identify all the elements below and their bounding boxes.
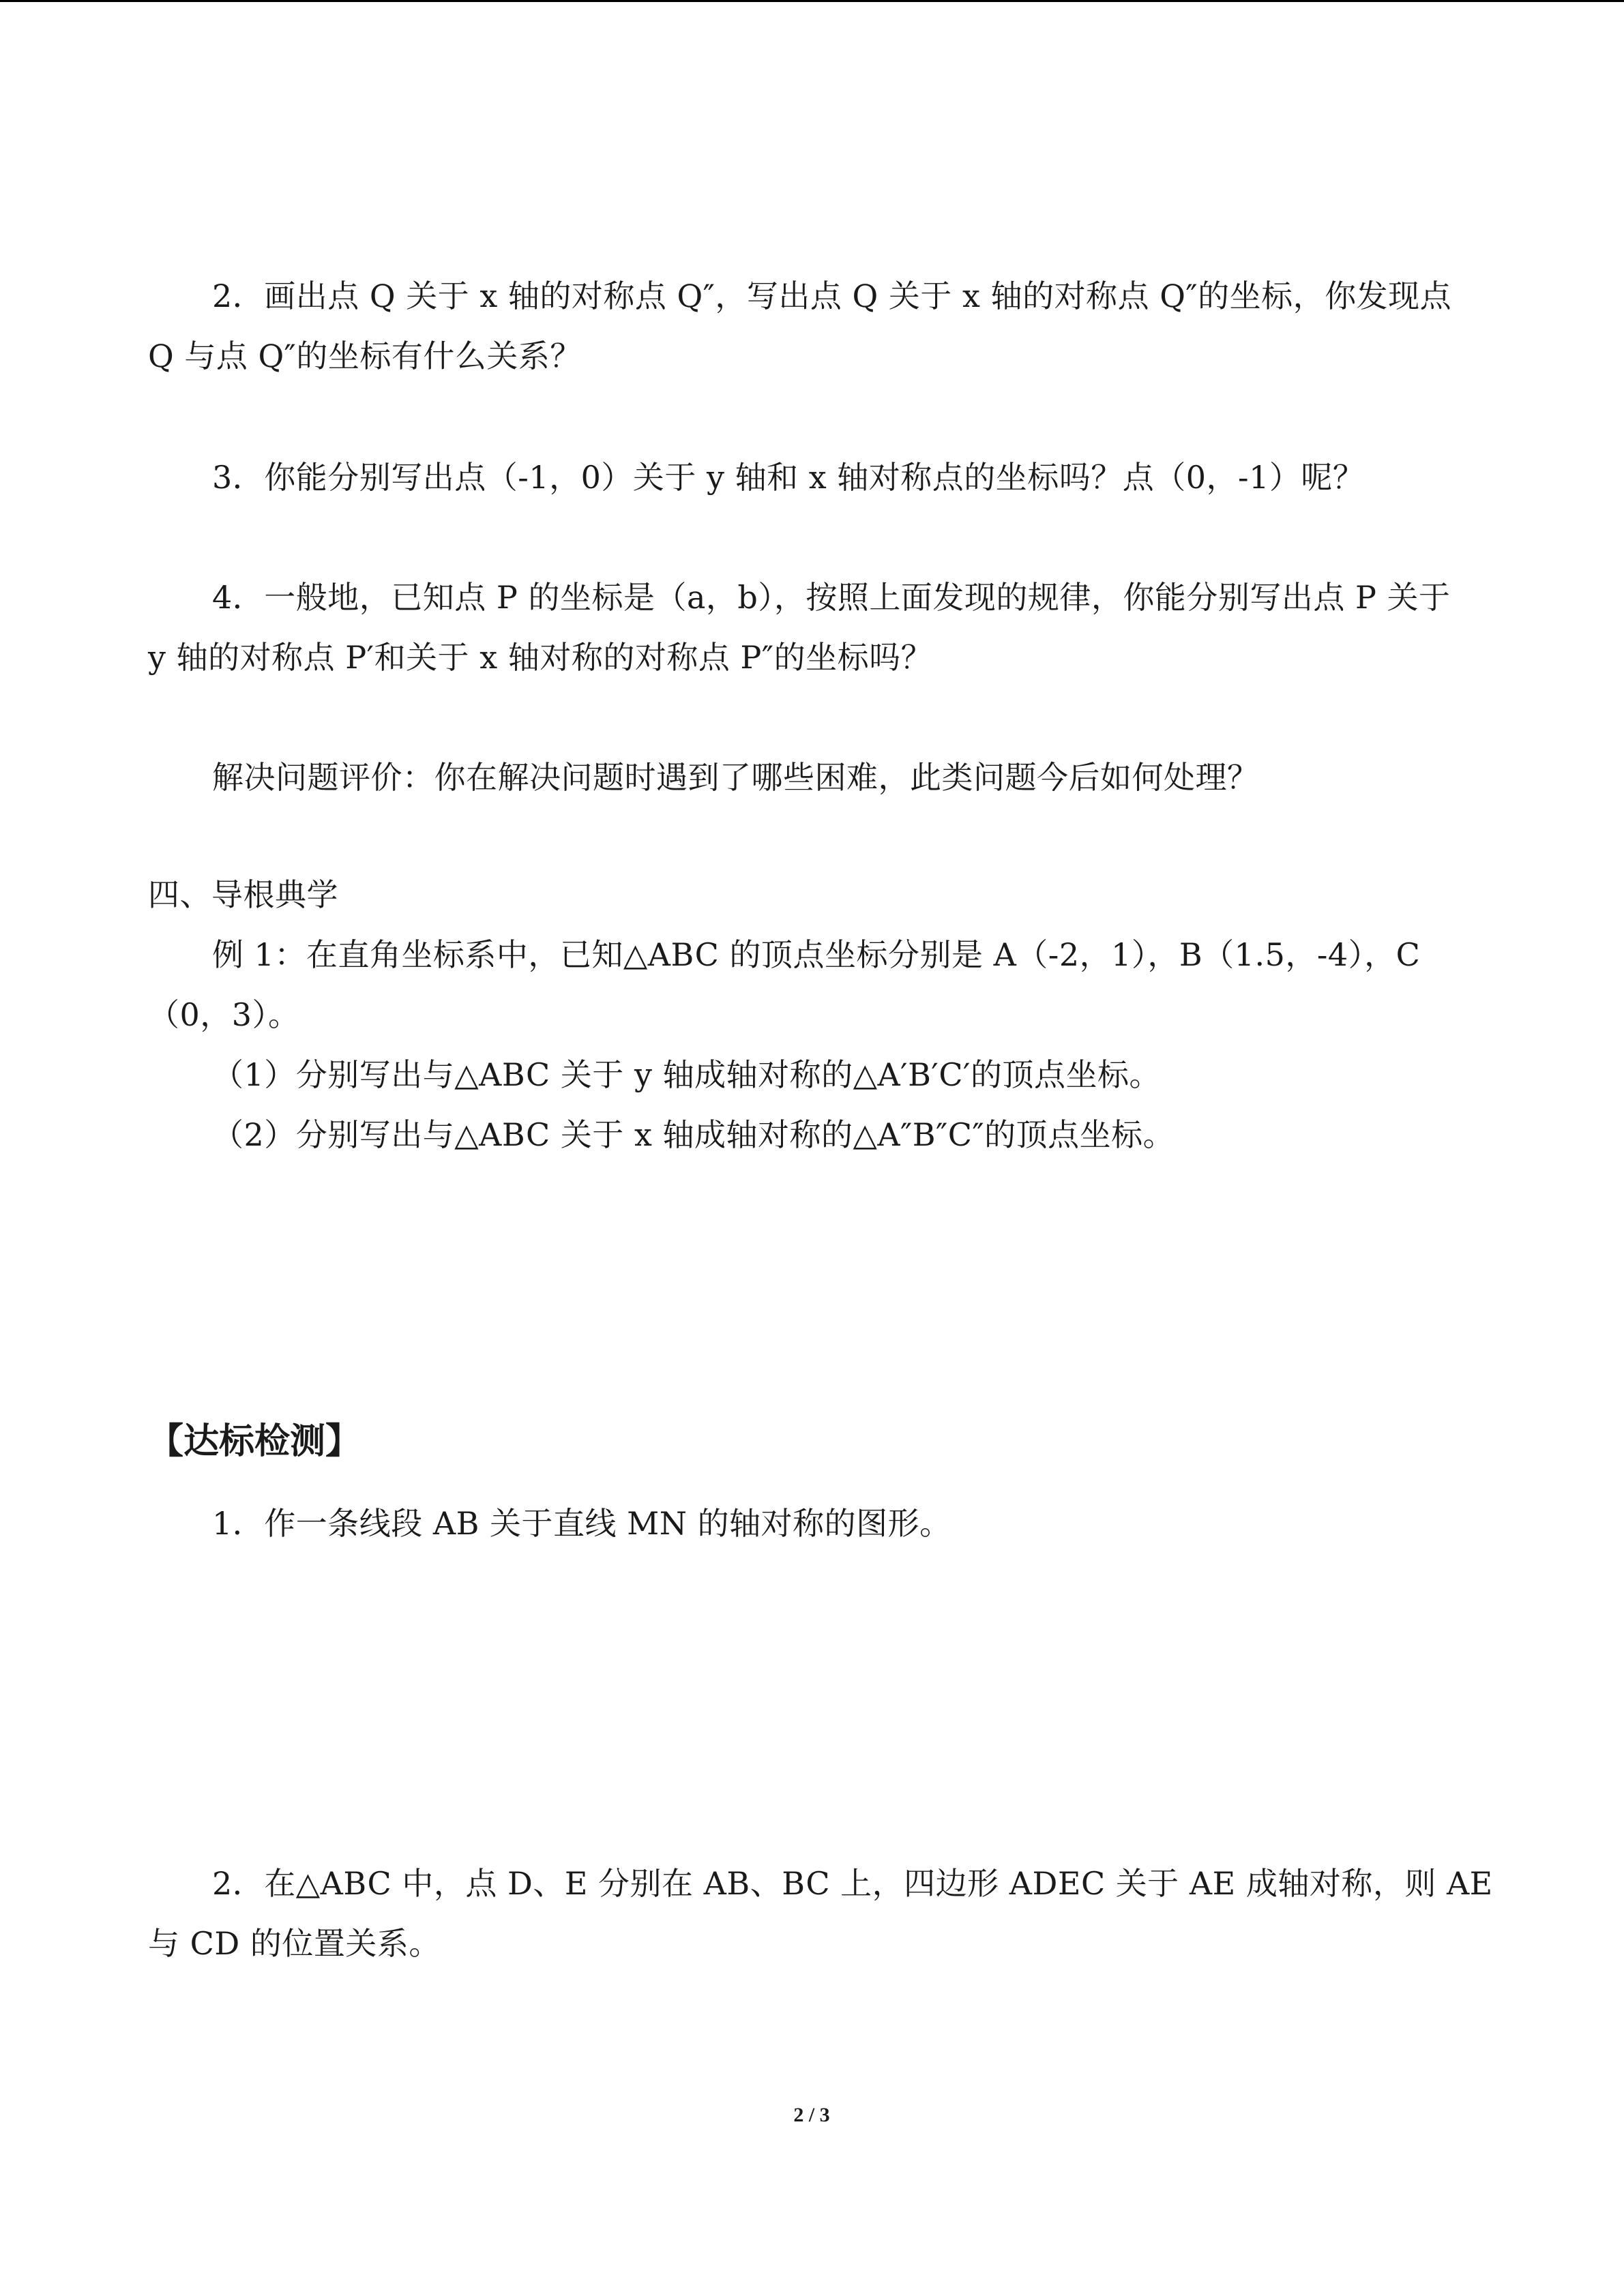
section-4-title: 四、导根典学 [148,876,338,913]
page-number: 2 / 3 [793,2104,830,2126]
example-1-part-1: （1）分别写出与△ABC 关于 y 轴成轴对称的△A′B′C′的顶点坐标。 [212,1056,1161,1093]
example-1-line-2: （0，3）。 [148,996,300,1033]
top-border-rule [0,0,1624,2]
assessment-item-2-line-2: 与 CD 的位置关系。 [148,1925,441,1962]
question-2-line-1: 2．画出点 Q 关于 x 轴的对称点 Q″，写出点 Q 关于 x 轴的对称点 Q″的坐标，你发现点 [212,278,1452,314]
example-1-line-1: 例 1：在直角坐标系中，已知△ABC 的顶点坐标分别是 A（-2，1），B（1.5，-4），C [212,936,1421,973]
question-4-line-2: y 轴的对称点 P′和关于 x 轴对称的对称点 P″的坐标吗？ [148,639,933,676]
question-2-line-2: Q 与点 Q″的坐标有什么关系？ [148,338,582,374]
problem-solving-evaluation: 解决问题评价：你在解决问题时遇到了哪些困难，此类问题今后如何处理？ [212,759,1259,796]
question-3-line-1: 3．你能分别写出点（-1，0）关于 y 轴和 x 轴对称点的坐标吗？点（0，-1）呢？ [212,459,1365,496]
assessment-item-2-line-1: 2．在△ABC 中，点 D、E 分别在 AB、BC 上，四边形 ADEC 关于 AE 成轴对称，则 AE [212,1865,1493,1902]
example-1-part-2: （2）分别写出与△ABC 关于 x 轴成轴对称的△A″B″C″的顶点坐标。 [212,1116,1175,1153]
assessment-item-1: 1．作一条线段 AB 关于直线 MN 的轴对称的图形。 [212,1505,951,1542]
assessment-heading: 【达标检测】 [148,1421,361,1462]
question-4-line-1: 4．一般地，已知点 P 的坐标是（a，b），按照上面发现的规律，你能分别写出点 P 关于 [212,579,1451,616]
